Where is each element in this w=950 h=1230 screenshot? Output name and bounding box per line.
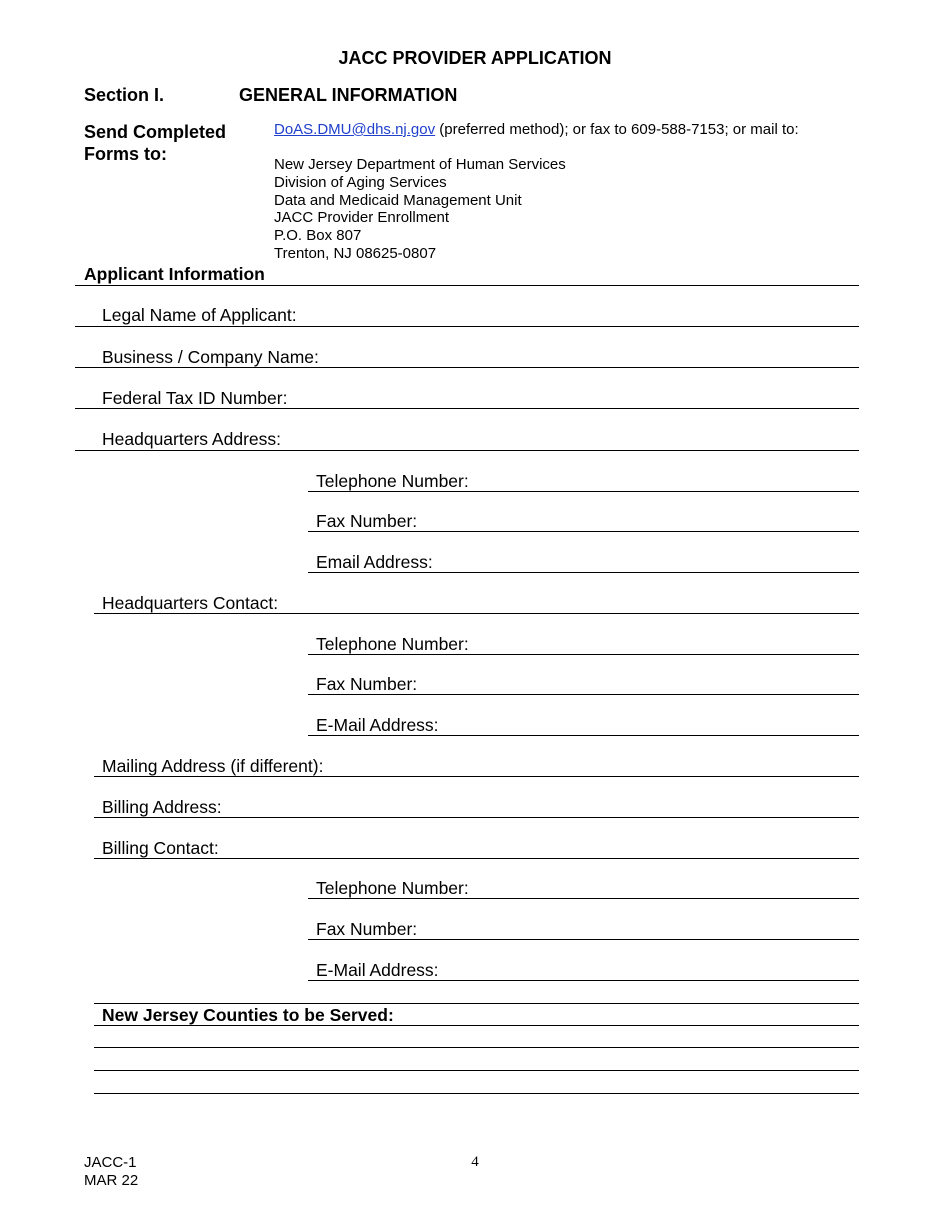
contact-email-field[interactable] [308,735,859,736]
form-date: MAR 22 [84,1172,139,1189]
billing-contact-label: Billing Contact: [102,838,219,858]
billing-phone-field[interactable] [308,898,859,899]
hq-email-label: Email Address: [316,552,433,572]
hq-address-field[interactable] [75,450,859,451]
hq-phone-field[interactable] [308,491,859,492]
hq-contact-label: Headquarters Contact: [102,593,279,613]
billing-fax-field[interactable] [308,939,859,940]
legal-name-label: Legal Name of Applicant: [102,305,297,325]
hq-phone-label: Telephone Number: [316,471,469,491]
address-line: JACC Provider Enrollment [274,209,450,227]
hq-contact-field[interactable] [94,613,859,614]
divider [94,1003,859,1004]
tax-id-field[interactable] [75,408,859,409]
billing-email-label: E-Mail Address: [316,960,439,980]
counties-label: New Jersey Counties to be Served: [102,1005,394,1025]
hq-address-label: Headquarters Address: [102,429,281,449]
send-forms-instructions [274,121,799,138]
applicant-info-heading: Applicant Information [84,264,265,284]
divider [75,285,859,286]
billing-contact-field[interactable] [94,858,859,859]
billing-phone-label: Telephone Number: [316,878,469,898]
page-number: 4 [471,1154,479,1170]
section-number: Section I. [84,85,165,105]
address-line: Data and Medicaid Management Unit [274,191,522,209]
page-title: JACC PROVIDER APPLICATION [338,48,612,68]
send-instructions-text: (preferred method); or fax to 609-588-7153; or mail to: [435,121,799,138]
contact-phone-label: Telephone Number: [316,634,469,654]
form-code: JACC-1 [84,1154,137,1171]
legal-name-field[interactable] [75,326,859,327]
counties-field-line[interactable] [94,1070,859,1071]
mailing-address-field[interactable] [94,776,859,777]
billing-address-label: Billing Address: [102,797,222,817]
email-link[interactable]: DoAS.DMU@dhs.nj.gov [274,121,436,138]
address-line: P.O. Box 807 [274,227,362,245]
billing-email-field[interactable] [308,980,859,981]
contact-phone-field[interactable] [308,654,859,655]
counties-field-line[interactable] [94,1093,859,1094]
contact-fax-label: Fax Number: [316,674,418,694]
mailing-address-label: Mailing Address (if different): [102,756,324,776]
tax-id-label: Federal Tax ID Number: [102,388,288,408]
company-name-label: Business / Company Name: [102,347,319,367]
hq-fax-label: Fax Number: [316,511,418,531]
address-line: Division of Aging Services [274,173,447,191]
hq-fax-field[interactable] [308,531,859,532]
mailing-address-block [274,156,566,263]
contact-fax-field[interactable] [308,694,859,695]
send-forms-label: Send Completed Forms to: [84,122,227,164]
counties-field-line[interactable] [94,1047,859,1048]
address-line: New Jersey Department of Human Services [274,156,566,173]
hq-email-field[interactable] [308,572,859,573]
section-name: GENERAL INFORMATION [239,85,458,105]
billing-address-field[interactable] [94,817,859,818]
billing-fax-label: Fax Number: [316,919,418,939]
company-name-field[interactable] [75,367,859,368]
contact-email-label: E-Mail Address: [316,715,439,735]
address-line: Trenton, NJ 08625-0807 [274,244,437,262]
counties-field-line[interactable] [94,1025,859,1026]
